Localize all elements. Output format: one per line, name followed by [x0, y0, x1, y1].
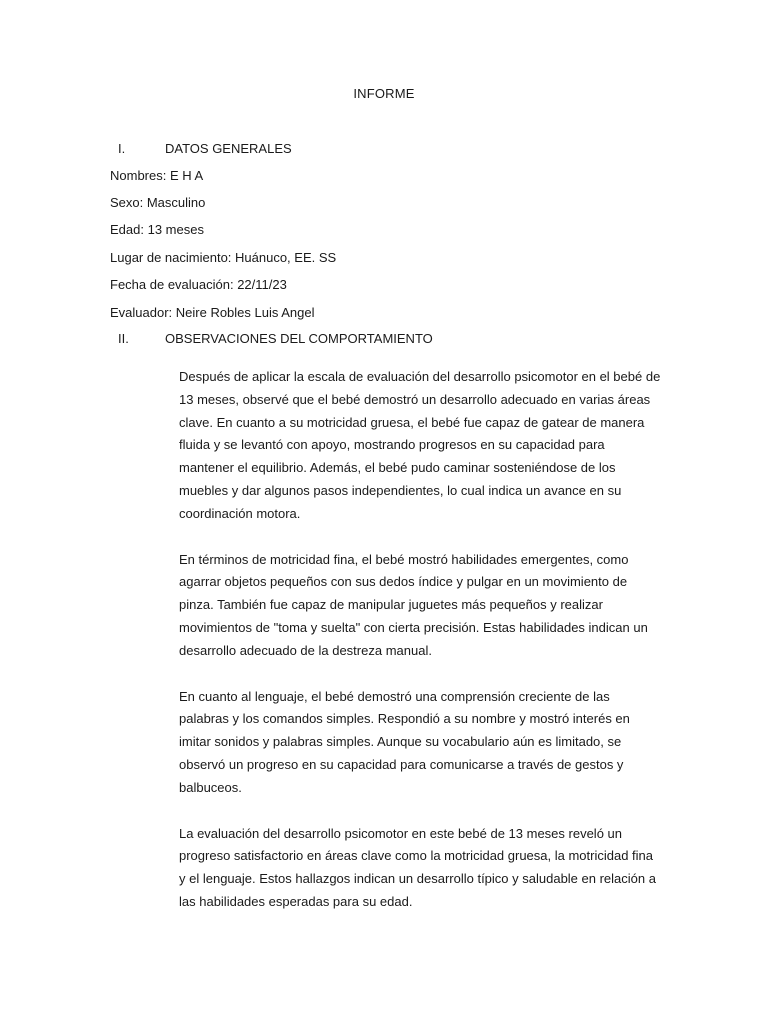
text-line: muebles y dar algunos pasos independientes, lo cual indica un avance en su [179, 482, 622, 498]
paragraph-conclusion [179, 823, 669, 914]
text-line: coordinación motora. [179, 505, 301, 521]
text-line: observó un progreso en su capacidad para comunicarse a través de gestos y [179, 756, 624, 772]
text-line: imitar sonidos y palabras simples. Aunque su vocabulario aún es limitado, se [179, 734, 622, 750]
document-title: INFORME [353, 86, 415, 101]
text-line: palabras y los comandos simples. Respondió a su nombre y mostró interés en [179, 711, 630, 727]
text-line: En términos de motricidad fina, el bebé mostró habilidades emergentes, como [179, 551, 629, 567]
section-heading-datos-generales [118, 141, 292, 156]
text-line: agarrar objetos pequeños con sus dedos índice y pulgar en un movimiento de [179, 574, 628, 590]
text-line: pinza. También fue capaz de manipular juguetes más pequeños y realizar [179, 597, 603, 613]
field-edad: Edad: 13 meses [110, 222, 204, 237]
text-line: La evaluación del desarrollo psicomotor en este bebé de 13 meses reveló un [179, 825, 622, 841]
text-line: En cuanto al lenguaje, el bebé demostró una comprensión creciente de las [179, 688, 610, 704]
section-title: OBSERVACIONES DEL COMPORTAMIENTO [165, 331, 433, 346]
paragraph-motricidad-gruesa [179, 366, 669, 526]
observations-body [179, 366, 669, 937]
field-sexo: Sexo: Masculino [110, 195, 206, 210]
text-line: desarrollo adecuado de la destreza manual. [179, 642, 432, 658]
text-line: mantener el equilibrio. Además, el bebé pudo caminar sosteniéndose de los [179, 460, 616, 476]
paragraph-motricidad-fina [179, 549, 669, 663]
field-fecha-evaluacion: Fecha de evaluación: 22/11/23 [110, 277, 287, 292]
text-line: Después de aplicar la escala de evaluación del desarrollo psicomotor en el bebé de [179, 369, 661, 384]
text-line: 13 meses, observé que el bebé demostró un desarrollo adecuado en varias áreas [179, 391, 651, 407]
field-lugar-nacimiento: Lugar de nacimiento: Huánuco, EE. SS [110, 250, 337, 265]
section-title: DATOS GENERALES [165, 141, 292, 156]
field-evaluador: Evaluador: Neire Robles Luis Angel [110, 305, 315, 320]
text-line: y el lenguaje. Estos hallazgos indican un desarrollo típico y saludable en relación a [179, 871, 656, 887]
section-numeral: I. [118, 141, 126, 156]
paragraph-lenguaje [179, 686, 669, 800]
section-numeral: II. [118, 331, 129, 346]
text-line: balbuceos. [179, 779, 242, 795]
field-nombres: Nombres: E H A [110, 168, 204, 183]
section-heading-observaciones [118, 331, 433, 346]
text-line: clave. En cuanto a su motricidad gruesa, el bebé fue capaz de gatear de manera [179, 414, 645, 430]
text-line: las habilidades esperadas para su edad. [179, 893, 413, 909]
text-line: movimientos de "toma y suelta" con cierta precisión. Estas habilidades indican un [179, 619, 648, 635]
text-line: progreso satisfactorio en áreas clave como la motricidad gruesa, la motricidad fina [179, 848, 654, 864]
text-line: fluida y se levantó con apoyo, mostrando progresos en su capacidad para [179, 437, 605, 453]
